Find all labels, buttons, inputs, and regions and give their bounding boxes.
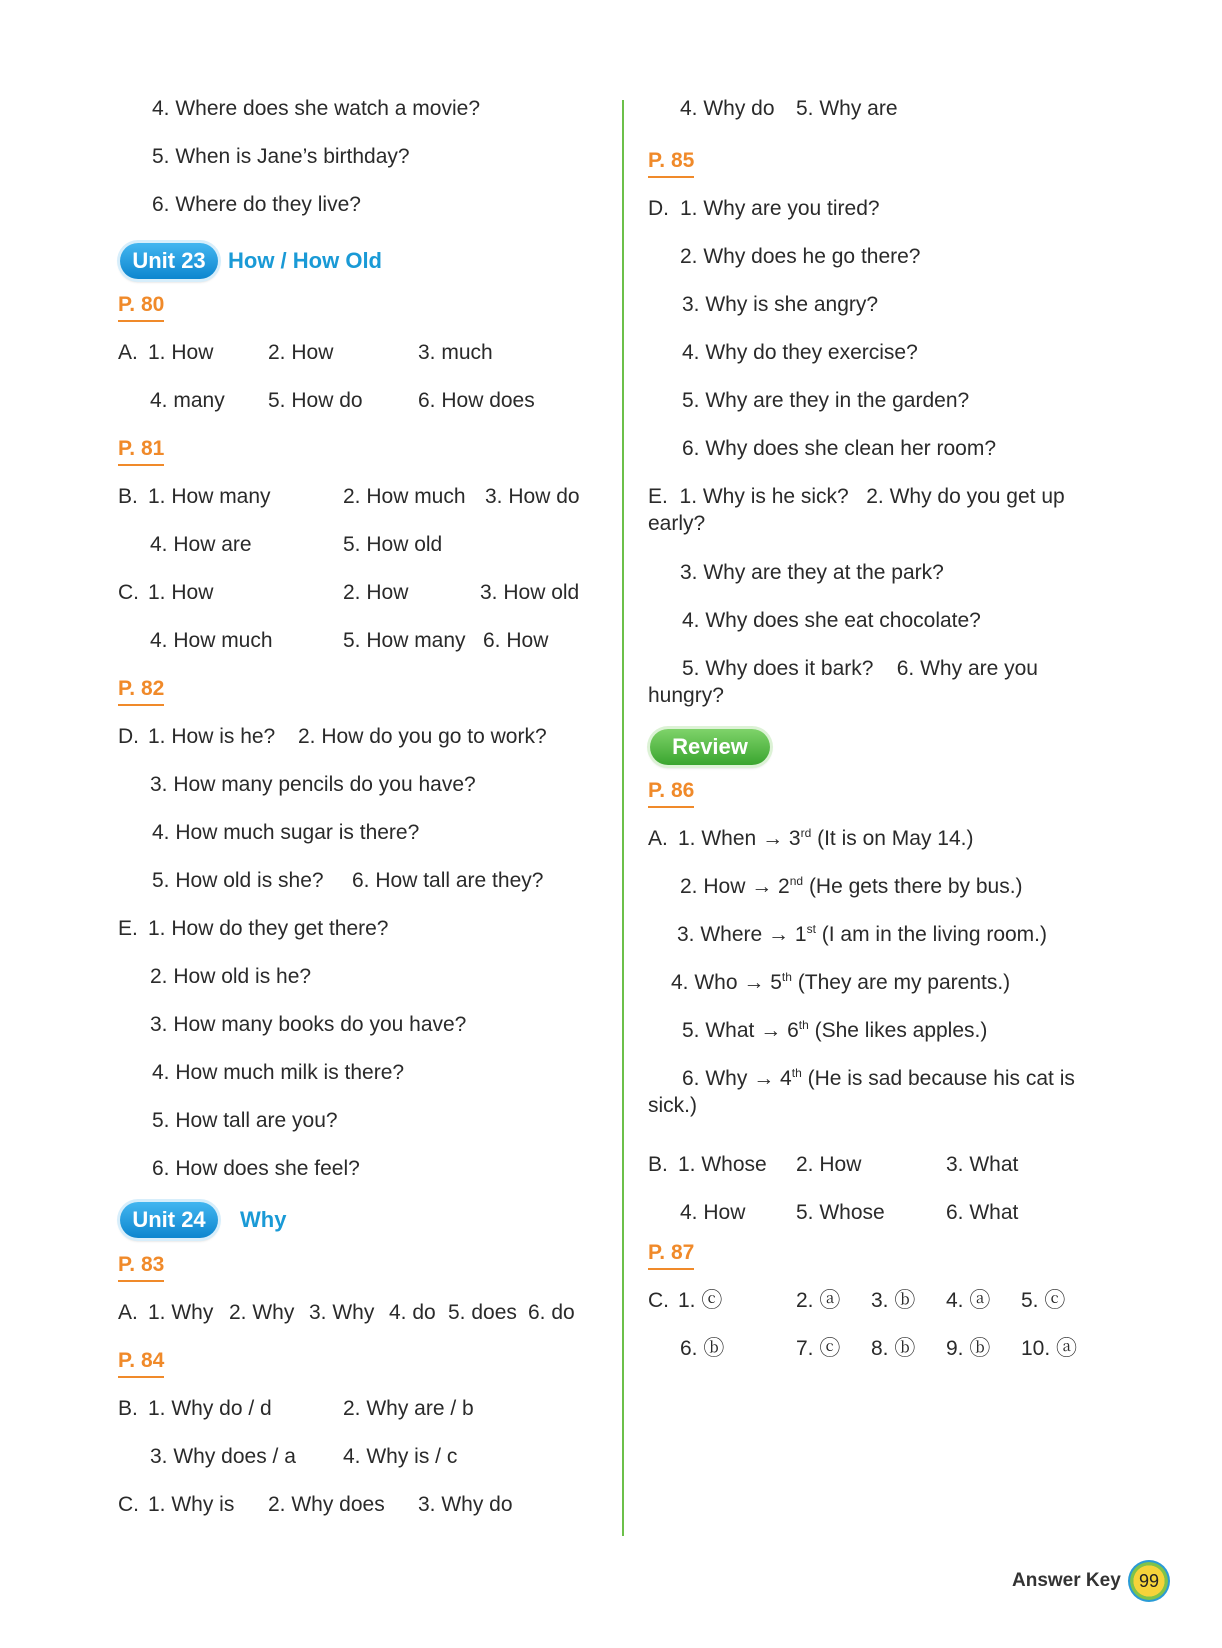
- answer-line: E. 1. Why is he sick? 2. Why do you get up: [648, 485, 1065, 508]
- answer-line: 2. Why does he go there?: [680, 245, 921, 268]
- arrow-icon: →: [743, 971, 765, 994]
- question-word: 1. When: [678, 827, 757, 850]
- answer-item: 5. does: [448, 1301, 517, 1324]
- ordinal-suffix: th: [791, 1066, 802, 1080]
- answer-item: 7. ⓒ: [796, 1337, 841, 1360]
- answer-line: early?: [648, 512, 706, 535]
- answer-line: 5. How tall are you?: [152, 1109, 338, 1132]
- answer-prefix: C.: [648, 1289, 669, 1312]
- answer-item: 1. How: [148, 581, 214, 604]
- answer-line: hungry?: [648, 684, 724, 707]
- column-divider: [622, 100, 624, 1536]
- answer-item: 2. How do you go to work?: [298, 725, 547, 748]
- answer-item: 6. What: [946, 1201, 1019, 1224]
- answer-item: 3. Why: [309, 1301, 375, 1324]
- answer-line: 3. How many pencils do you have?: [150, 773, 476, 796]
- ordinal-number: 6: [787, 1019, 799, 1042]
- answer-prefix: D.: [648, 197, 669, 220]
- answer-item: 3. Why do: [418, 1493, 513, 1516]
- answer-item: 2. How much: [343, 485, 466, 508]
- ordinal-suffix: th: [798, 1018, 809, 1032]
- arrow-icon: →: [751, 875, 773, 898]
- answer-line: 3. Why are they at the park?: [680, 561, 944, 584]
- answer-item: 3. Why does / a: [150, 1445, 296, 1468]
- answer-prefix: C.: [118, 1493, 139, 1516]
- answer-line: 4. Why does she eat chocolate?: [682, 609, 981, 632]
- answer-item: 6. How: [483, 629, 549, 652]
- answer-item: 5. Whose: [796, 1201, 885, 1224]
- answer-prefix: B.: [118, 485, 138, 508]
- ordinal-suffix: rd: [800, 826, 812, 840]
- answer-item: 8. ⓑ: [871, 1337, 916, 1360]
- answer-item: 6. ⓑ: [680, 1337, 725, 1360]
- answer-item: 3. How old: [480, 581, 580, 604]
- review-badge: Review VI: [650, 729, 770, 765]
- answer-item: 5. Why are: [796, 97, 898, 120]
- answer-item: 2. Why are / b: [343, 1397, 474, 1420]
- matching-answer: [678, 826, 974, 852]
- page-label-p82: P. 82: [118, 676, 164, 706]
- answer-item: 2. Why does: [268, 1493, 385, 1516]
- answer-item: 1. Why do / d: [148, 1397, 272, 1420]
- answer-item: 2. Why: [229, 1301, 295, 1324]
- answer-item: 1. Why: [148, 1301, 214, 1324]
- answer-item: 2. How: [268, 341, 334, 364]
- page-label-p83: P. 83: [118, 1252, 164, 1282]
- question-word: 6. Why: [682, 1067, 748, 1090]
- answer-item: 6. How does: [418, 389, 535, 412]
- matching-answer: [682, 1066, 1075, 1092]
- answer-sentence: (They are my parents.): [797, 971, 1011, 994]
- arrow-icon: →: [768, 923, 790, 946]
- answer-item: 5. How old: [343, 533, 443, 556]
- answer-prefix: A.: [118, 341, 138, 364]
- answer-line: 5. Why are they in the garden?: [682, 389, 970, 412]
- matching-answer: [671, 970, 1010, 996]
- answer-item: 4. How much: [150, 629, 273, 652]
- answer-item: 3. How do: [485, 485, 580, 508]
- answer-line: 5. Why does it bark? 6. Why are you: [682, 657, 1038, 680]
- answer-item: 9. ⓑ: [946, 1337, 991, 1360]
- question-word: 3. Where: [677, 923, 763, 946]
- page-label-p85: P. 85: [648, 148, 694, 178]
- answer-item: 4. How: [680, 1201, 746, 1224]
- answer-prefix: B.: [648, 1153, 668, 1176]
- answer-sentence: (He is sad because his cat is: [807, 1067, 1075, 1090]
- answer-prefix: E.: [118, 917, 138, 940]
- answer-sentence: (I am in the living room.): [821, 923, 1048, 946]
- answer-sentence: (She likes apples.): [814, 1019, 988, 1042]
- answer-line: 3. Why is she angry?: [682, 293, 879, 316]
- answer-line: 5. How old is she?: [152, 869, 324, 892]
- ordinal-suffix: th: [781, 970, 792, 984]
- answer-item: 1. How is he?: [148, 725, 276, 748]
- ordinal-number: 2: [778, 875, 790, 898]
- ordinal-suffix: nd: [789, 874, 804, 888]
- answer-item: 3. ⓑ: [871, 1289, 916, 1312]
- question-word: 2. How: [680, 875, 746, 898]
- answer-line: 4. Why do they exercise?: [682, 341, 918, 364]
- answer-prefix: A.: [118, 1301, 138, 1324]
- answer-item: 4. many: [150, 389, 225, 412]
- answer-line: 4. How much sugar is there?: [152, 821, 420, 844]
- answer-item: 1. How do they get there?: [148, 917, 389, 940]
- answer-sentence: (He gets there by bus.): [808, 875, 1023, 898]
- answer-item: 5. How many: [343, 629, 466, 652]
- answer-item: 1. How many: [148, 485, 271, 508]
- arrow-icon: →: [753, 1067, 775, 1090]
- answer-item: 4. Why is / c: [343, 1445, 458, 1468]
- answer-line: 6. Where do they live?: [152, 193, 361, 216]
- page-label-p80: P. 80: [118, 292, 164, 322]
- ordinal-number: 5: [770, 971, 782, 994]
- unit-24-title: Why: [240, 1207, 287, 1232]
- matching-answer: [680, 874, 1023, 900]
- matching-answer: [677, 922, 1047, 948]
- answer-prefix: C.: [118, 581, 139, 604]
- answer-item: 4. do: [389, 1301, 436, 1324]
- answer-prefix: A.: [648, 827, 668, 850]
- arrow-icon: →: [760, 1019, 782, 1042]
- answer-key-label: Answer Key: [1012, 1570, 1121, 1591]
- answer-line: 4. Where does she watch a movie?: [152, 97, 481, 120]
- ordinal-number: 1: [794, 923, 807, 946]
- answer-item: 1. ⓒ: [678, 1289, 723, 1312]
- question-word: 4. Who: [671, 971, 738, 994]
- answer-line: 5. When is Jane’s birthday?: [152, 145, 410, 168]
- unit-24-badge: Unit 24: [120, 1202, 218, 1238]
- question-word: 5. What: [682, 1019, 755, 1042]
- answer-item: 3. What: [946, 1153, 1019, 1176]
- answer-line: 4. How much milk is there?: [152, 1061, 405, 1084]
- unit-23-title: How / How Old: [228, 248, 382, 273]
- page-label-p86: P. 86: [648, 778, 694, 808]
- answer-line: 6. Why does she clean her room?: [682, 437, 996, 460]
- answer-item: 4. How are: [150, 533, 252, 556]
- answer-sentence: (It is on May 14.): [817, 827, 974, 850]
- page-label-p87: P. 87: [648, 1240, 694, 1270]
- answer-item: 2. ⓐ: [796, 1289, 841, 1312]
- answer-item: 5. How do: [268, 389, 363, 412]
- answer-line: 6. How does she feel?: [152, 1157, 360, 1180]
- ordinal-suffix: st: [806, 922, 816, 936]
- page-label-p81: P. 81: [118, 436, 164, 466]
- answer-item: 1. Why is: [148, 1493, 235, 1516]
- answer-prefix: D.: [118, 725, 139, 748]
- page-number: 99: [1128, 1560, 1170, 1602]
- answer-line: 3. How many books do you have?: [150, 1013, 467, 1036]
- matching-answer: [682, 1018, 987, 1044]
- answer-item: 2. How: [796, 1153, 862, 1176]
- answer-line: 6. How tall are they?: [352, 869, 544, 892]
- answer-item: 1. Why are you tired?: [680, 197, 880, 220]
- answer-item: 5. ⓒ: [1021, 1289, 1066, 1312]
- answer-prefix: B.: [118, 1397, 138, 1420]
- answer-item: 4. ⓐ: [946, 1289, 991, 1312]
- ordinal-number: 4: [780, 1067, 792, 1090]
- answer-line: 2. How old is he?: [150, 965, 312, 988]
- arrow-icon: →: [762, 827, 784, 850]
- ordinal-number: 3: [788, 827, 801, 850]
- answer-line: sick.): [648, 1094, 697, 1117]
- answer-item: 1. Whose: [678, 1153, 767, 1176]
- answer-item: 1. How: [148, 341, 214, 364]
- unit-23-badge: Unit 23: [120, 243, 218, 279]
- answer-item: 3. much: [418, 341, 493, 364]
- answer-item: 6. do: [528, 1301, 575, 1324]
- answer-item: 2. How: [343, 581, 409, 604]
- answer-item: 4. Why do: [680, 97, 775, 120]
- page-label-p84: P. 84: [118, 1348, 164, 1378]
- answer-item: 10. ⓐ: [1021, 1337, 1078, 1360]
